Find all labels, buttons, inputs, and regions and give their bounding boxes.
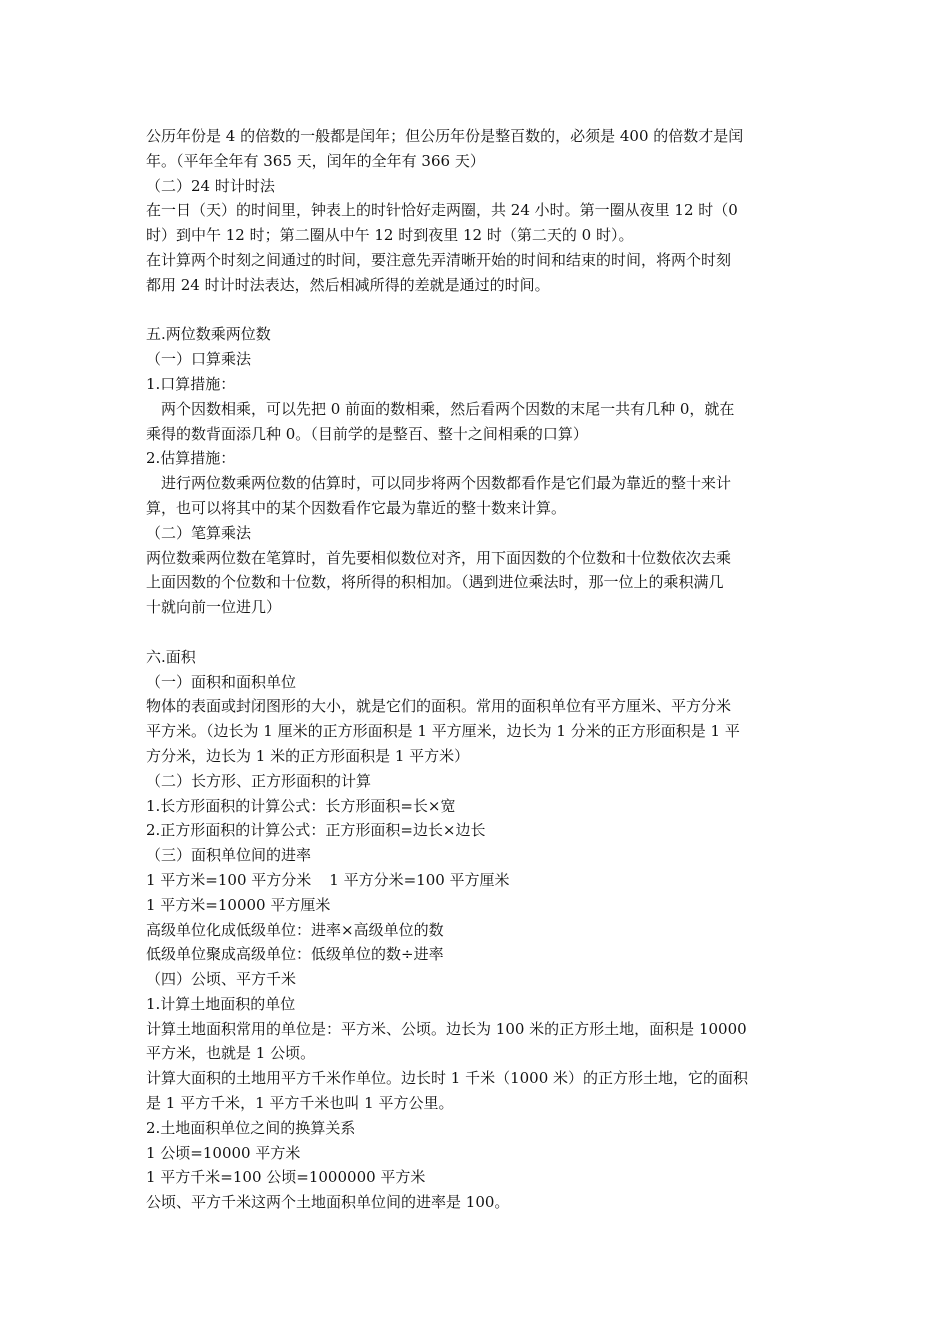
section-subheading: （四）公顷、平方千米 (146, 970, 297, 989)
paragraph-line: 年。（平年全年有 365 天，闰年的全年有 366 天） (146, 151, 485, 170)
paragraph-line: 物体的表面或封闭图形的大小，就是它们的面积。常用的面积单位有平方厘米、平方分米 (146, 697, 732, 716)
paragraph-line: 时）到中午 12 时；第二圈从中午 12 时到夜里 12 时（第二天的 0 时）。 (146, 226, 634, 245)
conversion-line: 1 公顷=10000 平方米 (146, 1143, 301, 1162)
paragraph-line: 计算土地面积常用的单位是：平方米、公顷。边长为 100 米的正方形土地，面积是 10000 (146, 1019, 747, 1038)
paragraph-line: 平方米。（边长为 1 厘米的正方形面积是 1 平方厘米，边长为 1 分米的正方形面积是 1 平 (146, 722, 740, 741)
section-subheading: （一）口算乘法 (146, 350, 252, 369)
paragraph-line: 两位数乘两位数在笔算时，首先要相似数位对齐，用下面因数的个位数和十位数依次去乘 (146, 548, 732, 567)
conversion-line: 1 平方千米=100 公顷=1000000 平方米 (146, 1168, 426, 1187)
blank-line (146, 298, 812, 323)
paragraph-line: 在计算两个时刻之间通过的时间，要注意先弄清晰开始的时间和结束的时间，将两个时刻 (146, 250, 732, 269)
conversion-line (146, 868, 812, 893)
paragraph-line: 都用 24 时计时法表达，然后相减所得的差就是通过的时间。 (146, 275, 550, 294)
conversion-line: 1 平方米=10000 平方厘米 (146, 895, 331, 914)
paragraph-line: 两个因数相乘，可以先把 0 前面的数相乘，然后看两个因数的末尾一共有几种 0，就在 (161, 399, 735, 418)
paragraph-line: 计算大面积的土地用平方千米作单位。边长时 1 千米（1000 米）的正方形土地，它的面积 (146, 1069, 749, 1088)
paragraph-line: 低级单位聚成高级单位：低级单位的数÷进率 (146, 945, 444, 964)
paragraph-line: 乘得的数背面添几种 0。（目前学的是整百、整十之间相乘的口算） (146, 424, 588, 443)
paragraph-line: 进行两位数乘两位数的估算时，可以同步将两个因数都看作是它们最为靠近的整十来计 (161, 474, 732, 493)
section-subheading: （二）24 时计时法 (146, 176, 275, 195)
paragraph-line: 上面因数的个位数和十位数，将所得的积相加。（遇到进位乘法时，那一位上的乘积满几 (146, 573, 724, 592)
item-heading: 1.计算土地面积的单位 (146, 994, 296, 1013)
blank-line (146, 620, 812, 645)
conversion-text: 1 平方分米=100 平方厘米 (329, 870, 510, 889)
paragraph-line: 方分米，边长为 1 米的正方形面积是 1 平方米） (146, 746, 470, 765)
item-heading: 2.土地面积单位之间的换算关系 (146, 1118, 356, 1137)
section-subheading: （一）面积和面积单位 (146, 672, 297, 691)
item-heading: 2.估算措施： (146, 449, 236, 468)
document-body (146, 124, 812, 1215)
paragraph-line: 在一日（天）的时间里，钟表上的时针恰好走两圈，共 24 小时。第一圈从夜里 12 时（0 (146, 201, 738, 220)
section-subheading: （二）长方形、正方形面积的计算 (146, 771, 372, 790)
section-heading: 五.两位数乘两位数 (146, 325, 271, 344)
paragraph-line: 公顷、平方千米这两个土地面积单位间的进率是 100。 (146, 1193, 510, 1212)
section-subheading: （三）面积单位间的进率 (146, 846, 312, 865)
paragraph-line: 高级单位化成低级单位：进率×高级单位的数 (146, 920, 444, 939)
section-subheading: （二）笔算乘法 (146, 523, 252, 542)
paragraph-line: 平方米，也就是 1 公顷。 (146, 1044, 316, 1063)
paragraph-line: 是 1 平方千米，1 平方千米也叫 1 平方公里。 (146, 1094, 454, 1113)
paragraph-line: 公历年份是 4 的倍数的一般都是闰年；但公历年份是整百数的，必须是 400 的倍数才是闰 (146, 127, 744, 145)
paragraph-line: 十就向前一位进几） (146, 598, 282, 617)
conversion-text: 1 平方米=100 平方分米 (146, 870, 312, 889)
item-heading: 1.口算措施： (146, 374, 236, 393)
formula-line: 1.长方形面积的计算公式：长方形面积=长×宽 (146, 796, 456, 815)
section-heading: 六.面积 (146, 647, 196, 666)
paragraph-line: 算，也可以将其中的某个因数看作它最为靠近的整十数来计算。 (146, 498, 567, 517)
formula-line: 2.正方形面积的计算公式：正方形面积=边长×边长 (146, 821, 486, 840)
